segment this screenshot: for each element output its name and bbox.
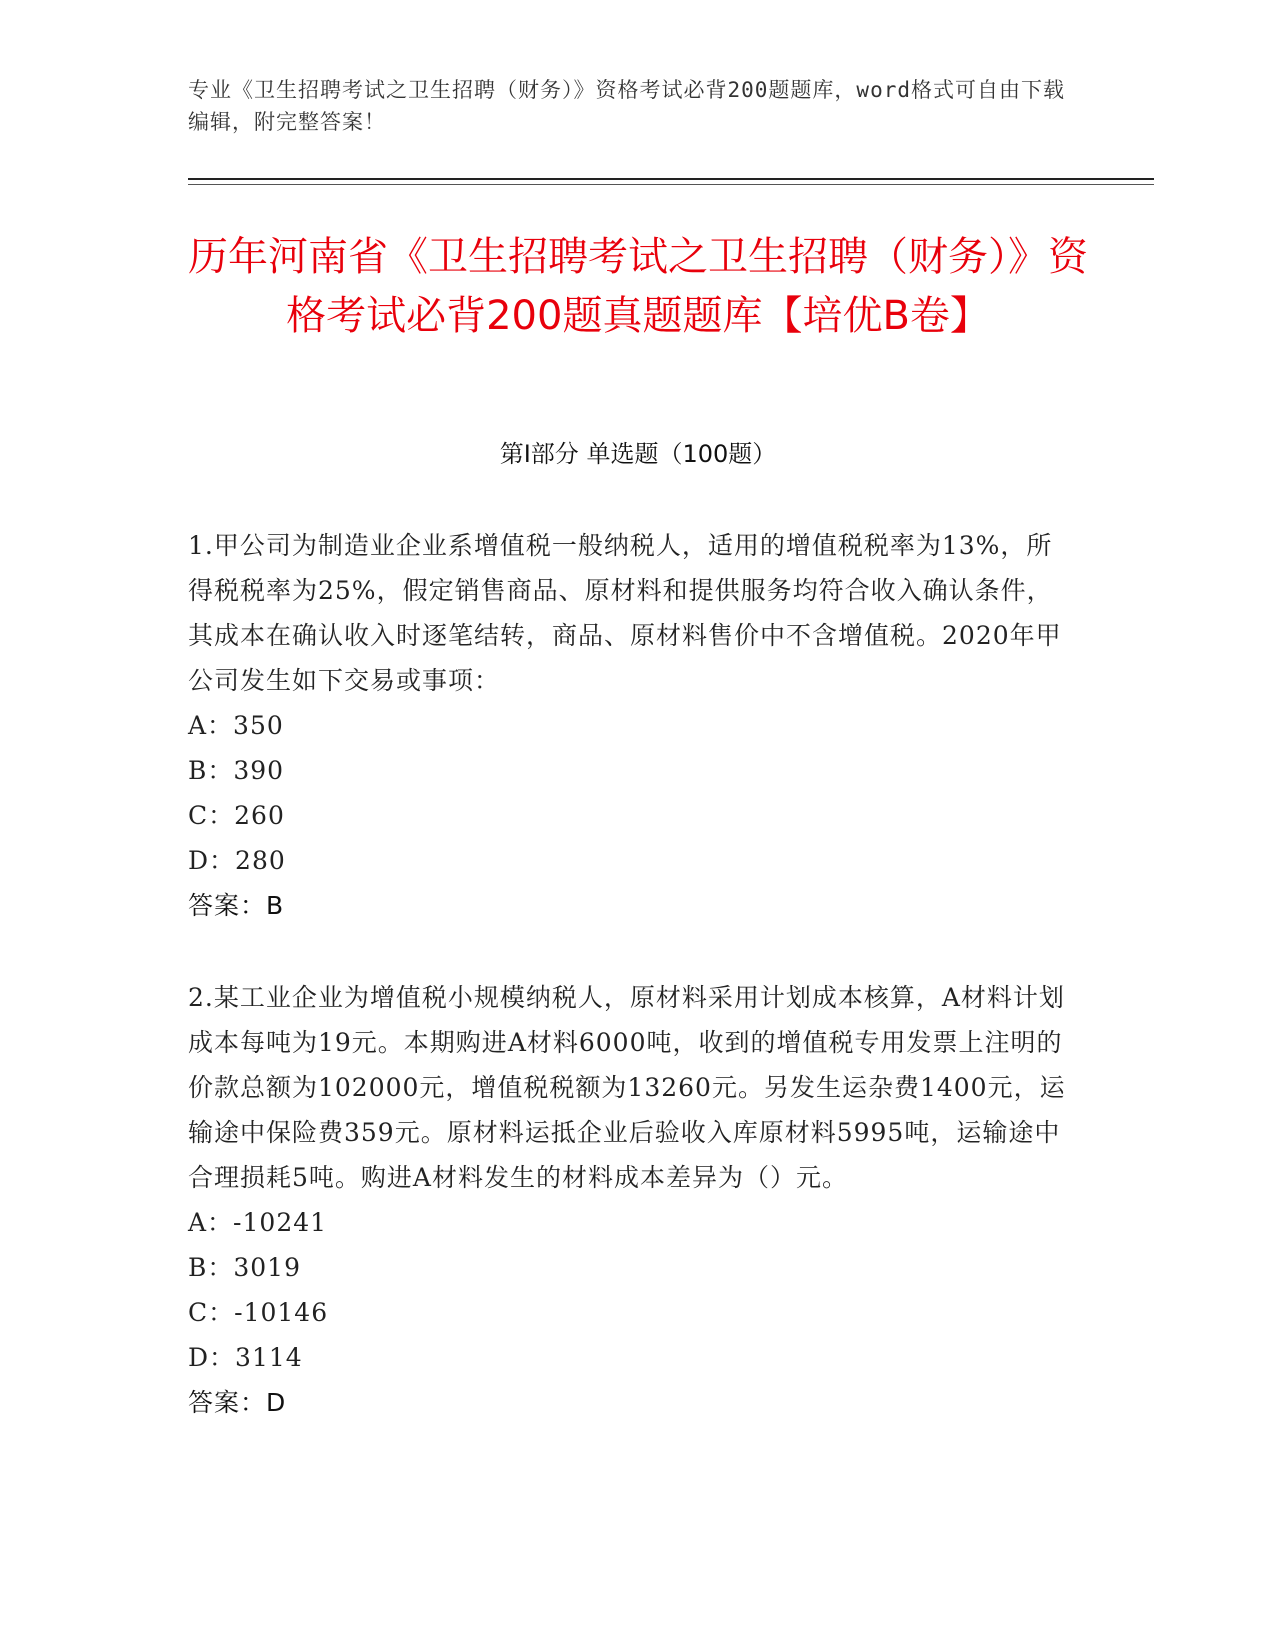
- section-title: 第I部分 单选题（100题）: [499, 440, 777, 468]
- option-d: D：280: [188, 846, 286, 875]
- option-a: A：350: [188, 711, 284, 740]
- option-c: C：260: [188, 801, 285, 830]
- answer-line: 答案：B: [188, 891, 285, 920]
- header-divider-thin: [188, 184, 1154, 185]
- option-c: C：-10146: [188, 1298, 329, 1327]
- answer-line: 答案：D: [188, 1388, 287, 1417]
- question-block: [188, 975, 1068, 1425]
- header-divider-thick: [188, 178, 1154, 180]
- option-a: A：-10241: [188, 1208, 328, 1237]
- document-title: 历年河南省《卫生招聘考试之卫生招聘（财务）》资格考试必背200题真题题库【培优B卷】: [188, 234, 1088, 339]
- option-b: B：3019: [188, 1253, 301, 1282]
- option-b: B：390: [188, 756, 285, 785]
- question-text: 1.甲公司为制造业企业系增值税一般纳税人，适用的增值税税率为13%，所得税税率为25%，假定销售商品、原材料和提供服务均符合收入确认条件，其成本在确认收入时逐笔结转，商品、原材料售价中不含增值税。2020年甲公司发生如下交易或事项：: [188, 531, 1062, 695]
- option-d: D：3114: [188, 1343, 303, 1372]
- header-note: 专业《卫生招聘考试之卫生招聘（财务）》资格考试必背200题题库，word格式可自由下载编辑，附完整答案！: [188, 78, 1065, 134]
- question-block: [188, 523, 1068, 928]
- question-text: 2.某工业企业为增值税小规模纳税人，原材料采用计划成本核算，A材料计划成本每吨为19元。本期购进A材料6000吨，收到的增值税专用发票上注明的价款总额为102000元，增值税税额为13260元。另发生运杂费1400元，运输途中保险费359元。原材料运抵企业后验收入库原材料5995吨，运输途中合理损耗5吨。购进A材料发生的材料成本差异为（）元。: [188, 983, 1066, 1192]
